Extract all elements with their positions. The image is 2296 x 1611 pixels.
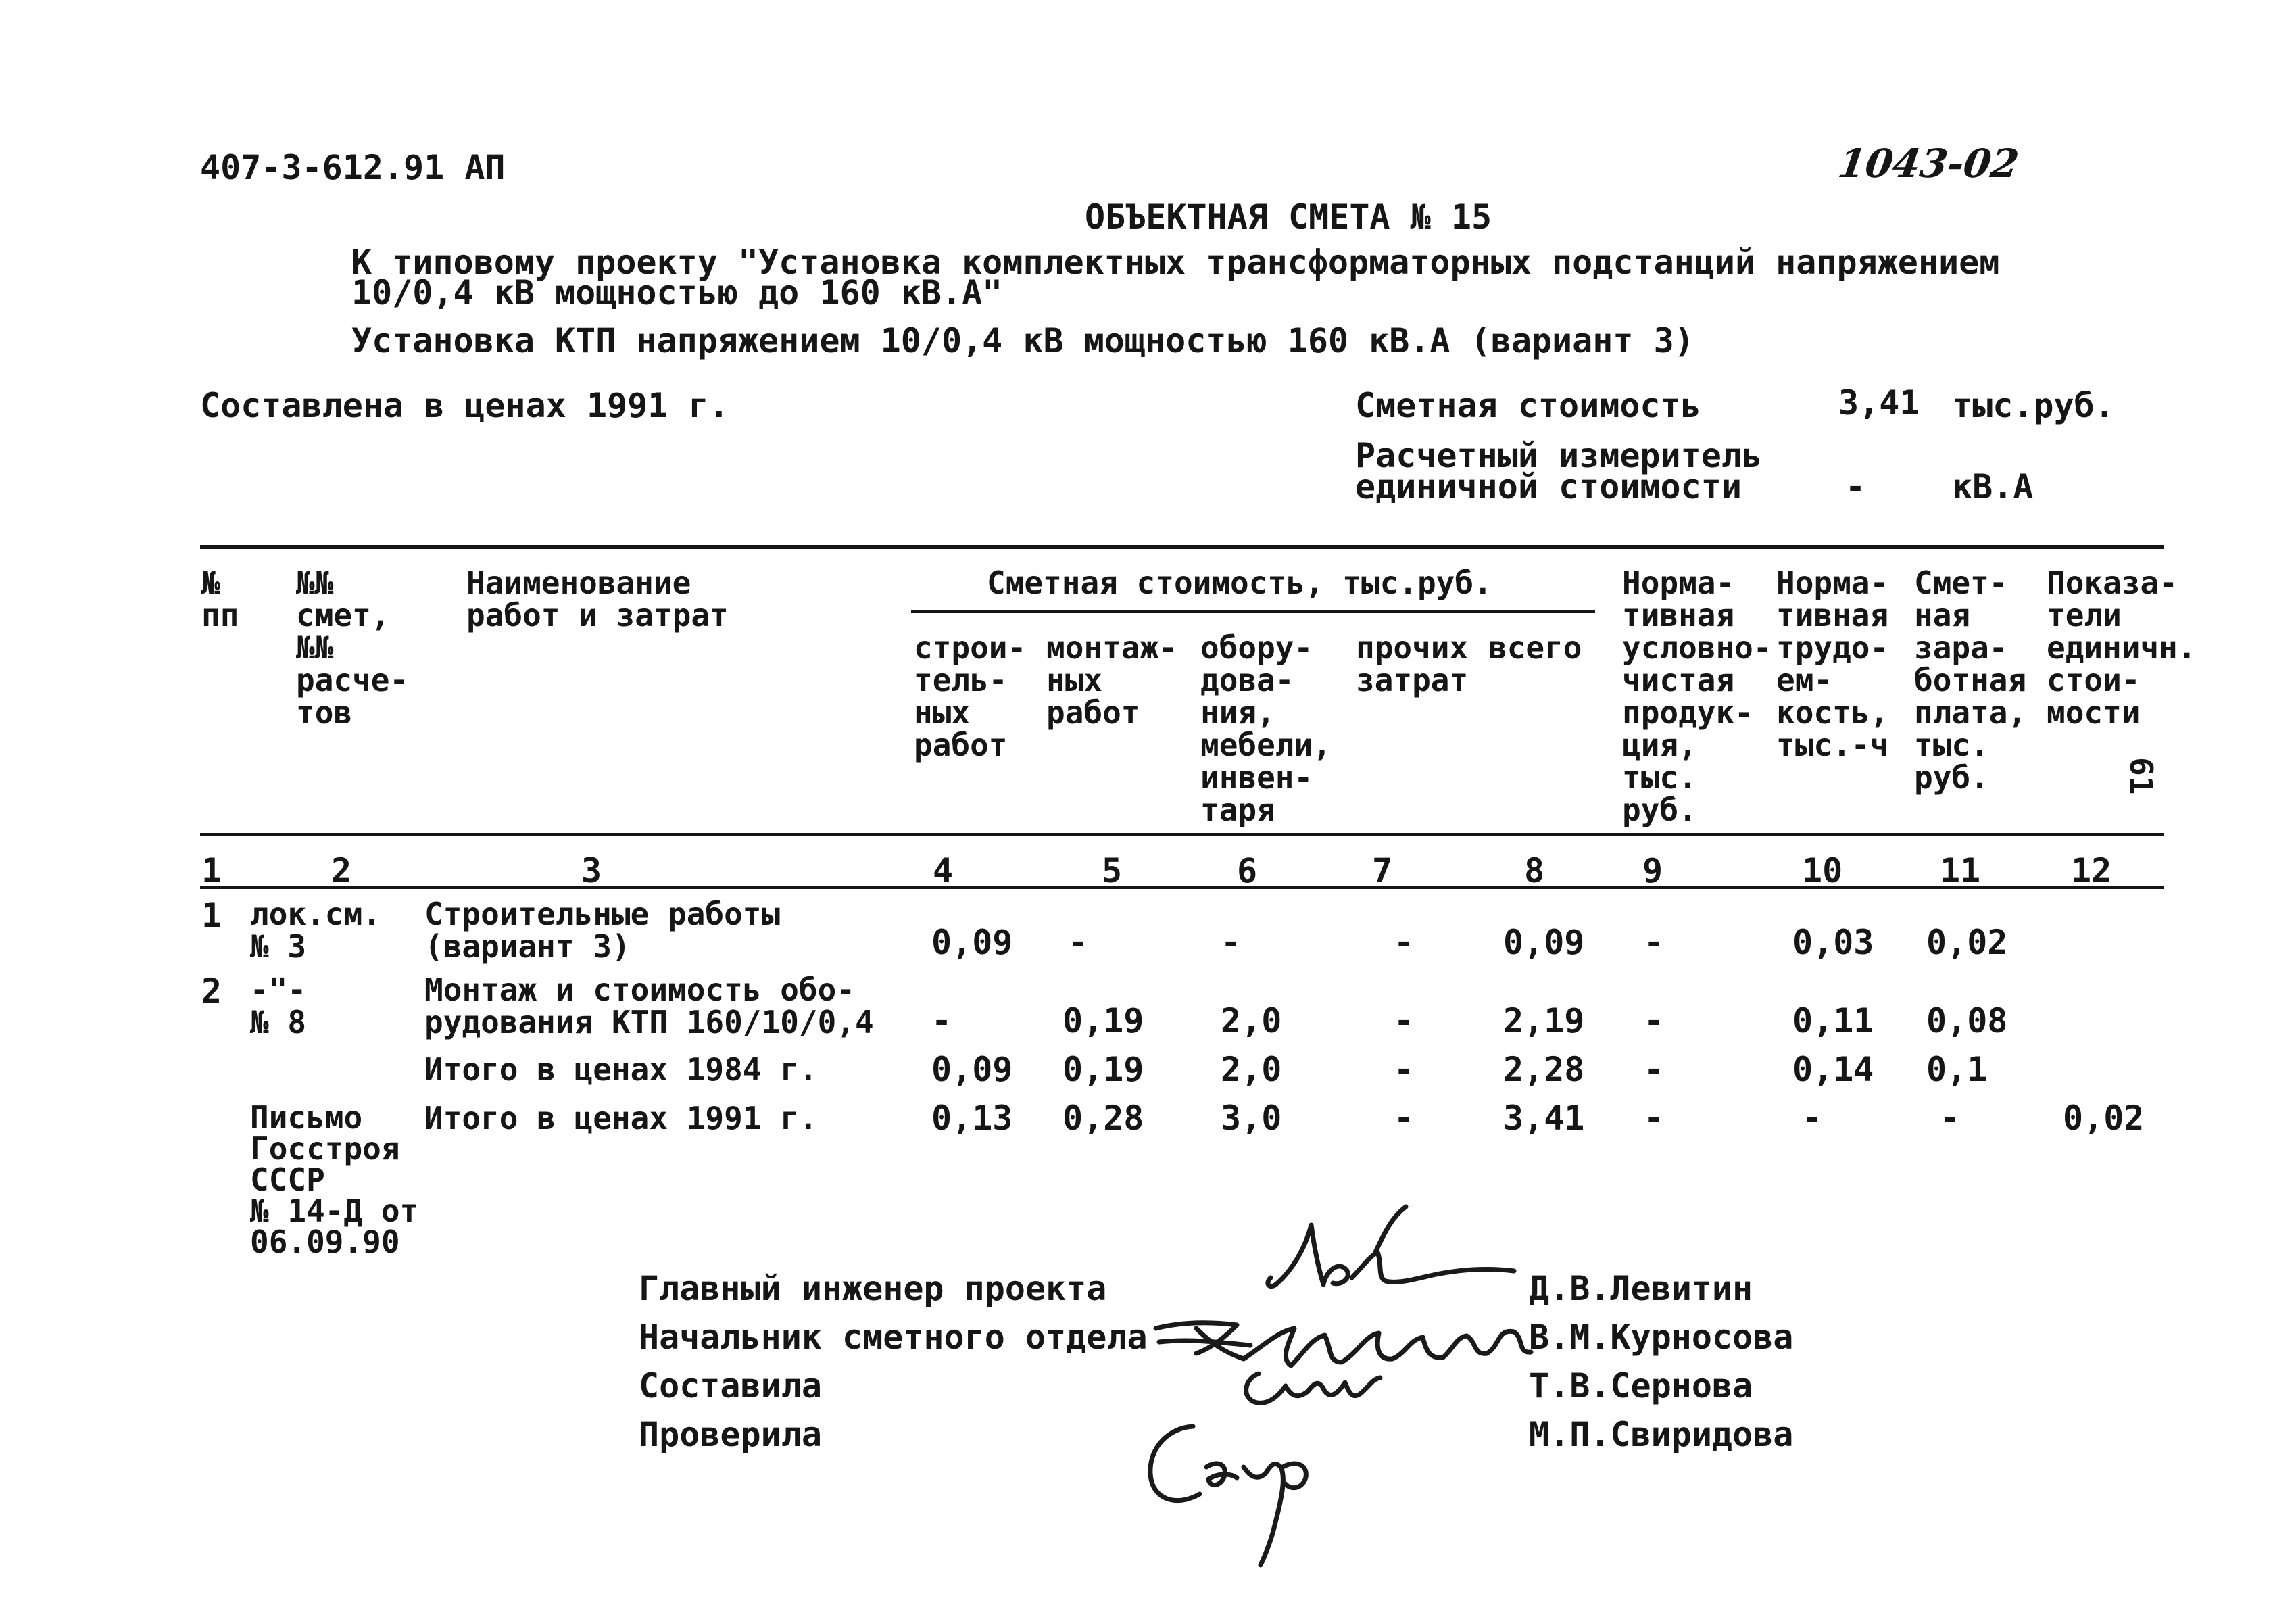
cell-col-6: 3,0 <box>1221 1099 1282 1138</box>
header-col-1: № пп <box>201 564 239 633</box>
cell-col-4: - <box>931 1001 952 1040</box>
cell-col-10: 0,11 <box>1792 1001 1874 1040</box>
subtitle: Установка КТП напряжением 10/0,4 кВ мощностью 160 кВ.А (вариант 3) <box>351 321 1694 360</box>
cell-col-7: - <box>1394 1050 1415 1089</box>
cell-col-6: 2,0 <box>1221 1050 1282 1089</box>
row-reference: Письмо Госстроя СССР № 14-Д от 06.09.90 <box>250 1099 419 1260</box>
cell-col-9: - <box>1644 1001 1665 1040</box>
cell-col-11: 0,02 <box>1926 923 2008 962</box>
cell-col-5: - <box>1068 923 1089 962</box>
cell-col-7: - <box>1394 1099 1415 1138</box>
cell-col-9: - <box>1644 923 1665 962</box>
group-header-rule <box>911 610 1595 613</box>
colnum: 5 <box>1102 851 1123 890</box>
colnum: 4 <box>933 851 954 890</box>
signature-role: Составила <box>639 1366 822 1405</box>
cell-col-5: 0,19 <box>1062 1001 1144 1040</box>
cell-col-11: 0,08 <box>1926 1001 2008 1040</box>
header-cost-group: Сметная стоимость, тыс.руб. <box>987 564 1492 601</box>
page-title: ОБЪЕКТНАЯ СМЕТА № 15 <box>1085 197 1492 237</box>
side-page-number: 61 <box>2123 757 2159 795</box>
signature-name: В.М.Курносова <box>1529 1318 1794 1357</box>
row-reference: -"- № 8 <box>250 971 307 1040</box>
signature-name: Д.В.Левитин <box>1529 1269 1753 1308</box>
cell-col-10: - <box>1802 1099 1823 1138</box>
prices-note: Составлена в ценах 1991 г. <box>200 386 729 425</box>
colnum: 10 <box>1802 851 1843 890</box>
cell-col-11: - <box>1940 1099 1961 1138</box>
row-number: 2 <box>201 971 222 1011</box>
cost-label: Сметная стоимость <box>1355 386 1701 425</box>
colnum: 7 <box>1372 851 1393 890</box>
cell-col-8: 3,41 <box>1503 1099 1585 1138</box>
cell-col-6: - <box>1221 923 1242 962</box>
row-name: Итого в ценах 1984 г. <box>424 1051 818 1088</box>
signature-role: Главный инженер проекта <box>639 1269 1107 1308</box>
handwritten-number: 1043-02 <box>1835 141 2022 187</box>
cell-col-4: 0,09 <box>931 1050 1013 1089</box>
row-name: Строительные работы (вариант 3) <box>424 896 781 965</box>
meter-value: - <box>1845 467 1866 506</box>
colnum: 1 <box>201 851 222 890</box>
colnum: 6 <box>1237 851 1258 890</box>
header-col-4: строи- тель- ных работ <box>914 629 1027 763</box>
signature-role: Начальник сметного отдела <box>639 1318 1148 1357</box>
cost-unit: тыс.руб. <box>1952 386 2115 425</box>
header-col-8: всего <box>1488 629 1582 666</box>
header-col-6: обору- дова- ния, мебели, инвен- таря <box>1200 629 1332 828</box>
colnum: 3 <box>581 851 602 890</box>
cell-col-9: - <box>1644 1050 1665 1089</box>
header-col-12: Показа- тели единичн. стои- мости <box>2047 564 2197 731</box>
cell-col-12: 0,02 <box>2063 1099 2145 1138</box>
signature-name: Т.В.Сернова <box>1529 1366 1753 1405</box>
header-col-2: №№ смет, №№ расче- тов <box>296 564 409 731</box>
meter-label-1: Расчетный измеритель <box>1355 436 1763 475</box>
colnum: 9 <box>1642 851 1663 890</box>
signature-role: Проверила <box>639 1415 822 1454</box>
header-col-11: Смет- ная зара- ботная плата, тыс. руб. <box>1914 564 2027 796</box>
handwritten-signatures <box>1108 1176 1595 1582</box>
cell-col-8: 2,19 <box>1503 1001 1585 1040</box>
row-name: Монтаж и стоимость обо- рудования КТП 160/10/0,4 <box>424 971 874 1040</box>
cell-col-8: 2,28 <box>1503 1050 1585 1089</box>
header-col-7: прочих затрат <box>1356 629 1469 698</box>
colnum: 12 <box>2071 851 2112 890</box>
cell-col-4: 0,13 <box>931 1099 1013 1138</box>
colnum: 11 <box>1940 851 1981 890</box>
column-numbers-rule <box>200 886 2164 889</box>
cell-col-8: 0,09 <box>1503 923 1585 962</box>
header-col-9: Норма- тивная условно- чистая продук- ция, тыс. руб. <box>1622 564 1772 828</box>
colnum: 8 <box>1524 851 1545 890</box>
header-bottom-rule <box>200 833 2164 836</box>
cell-col-11: 0,1 <box>1926 1050 1988 1089</box>
cell-col-7: - <box>1394 923 1415 962</box>
cell-col-6: 2,0 <box>1221 1001 1282 1040</box>
table-top-rule <box>200 545 2164 549</box>
meter-unit: кВ.А <box>1952 467 2034 506</box>
row-number: 1 <box>201 896 222 935</box>
document-code: 407-3-612.91 АП <box>200 148 506 187</box>
cell-col-10: 0,14 <box>1792 1050 1874 1089</box>
colnum: 2 <box>331 851 352 890</box>
project-line-1: К типовому проекту "Установка комплектных трансформаторных подстанций напряжением <box>351 243 2000 282</box>
cell-col-7: - <box>1394 1001 1415 1040</box>
header-col-5: монтаж- ных работ <box>1046 629 1177 731</box>
cell-col-5: 0,28 <box>1062 1099 1144 1138</box>
header-col-3: Наименование работ и затрат <box>466 564 729 633</box>
row-reference: лок.см. № 3 <box>250 896 381 965</box>
project-line-2: 10/0,4 кВ мощностью до 160 кВ.А" <box>351 273 1003 312</box>
cell-col-9: - <box>1644 1099 1665 1138</box>
cell-col-10: 0,03 <box>1792 923 1874 962</box>
cost-value: 3,41 <box>1838 383 1920 423</box>
header-col-10: Норма- тивная трудо- ем- кость, тыс.-ч <box>1776 564 1889 763</box>
meter-label-2: единичной стоимости <box>1355 467 1742 506</box>
cell-col-5: 0,19 <box>1062 1050 1144 1089</box>
cell-col-4: 0,09 <box>931 923 1013 962</box>
signature-name: М.П.Свиридова <box>1529 1415 1794 1454</box>
row-name: Итого в ценах 1991 г. <box>424 1100 818 1136</box>
